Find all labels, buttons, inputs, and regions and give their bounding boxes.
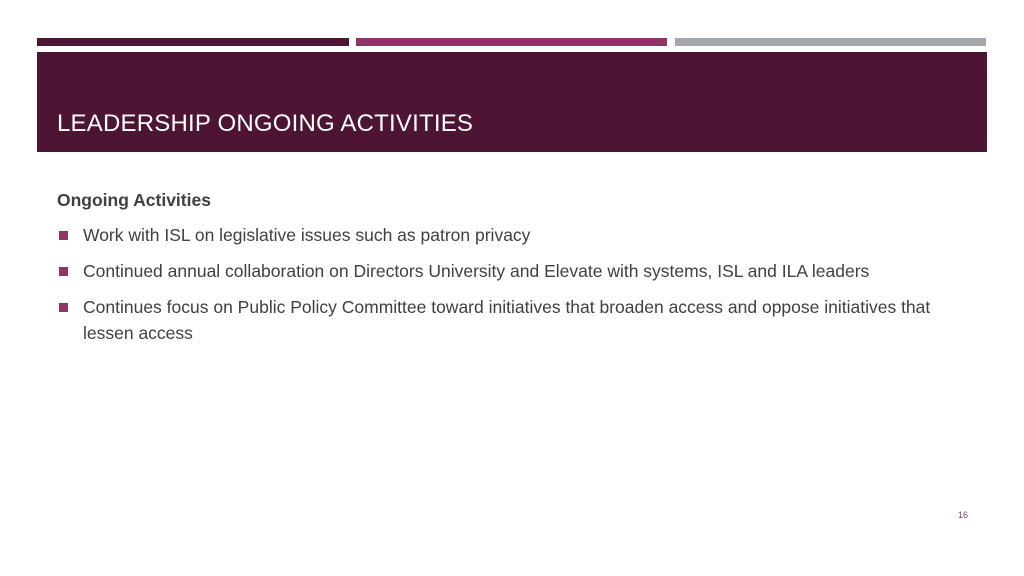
bullet-text: Work with ISL on legislative issues such as patron privacy [83, 225, 531, 245]
bullet-list [57, 222, 977, 346]
slide-content [57, 188, 977, 356]
bullet-text: Continued annual collaboration on Directors University and Elevate with systems, ISL and ILA leaders [83, 261, 870, 281]
list-item [57, 294, 977, 346]
accent-bar-magenta [356, 38, 667, 46]
list-item [57, 258, 977, 284]
slide-title: LEADERSHIP ONGOING ACTIVITIES [57, 110, 474, 137]
square-bullet-icon [59, 231, 68, 240]
bullet-text: Continues focus on Public Policy Committee toward initiatives that broaden access and oppose initiatives that lessen access [83, 297, 931, 343]
square-bullet-icon [59, 303, 68, 312]
square-bullet-icon [59, 267, 68, 276]
list-item [57, 222, 977, 248]
accent-bar-plum [37, 38, 349, 46]
accent-bar-gray [675, 38, 986, 46]
section-heading: Ongoing Activities [57, 190, 211, 210]
title-band [37, 52, 987, 152]
page-number: 16 [957, 510, 968, 520]
